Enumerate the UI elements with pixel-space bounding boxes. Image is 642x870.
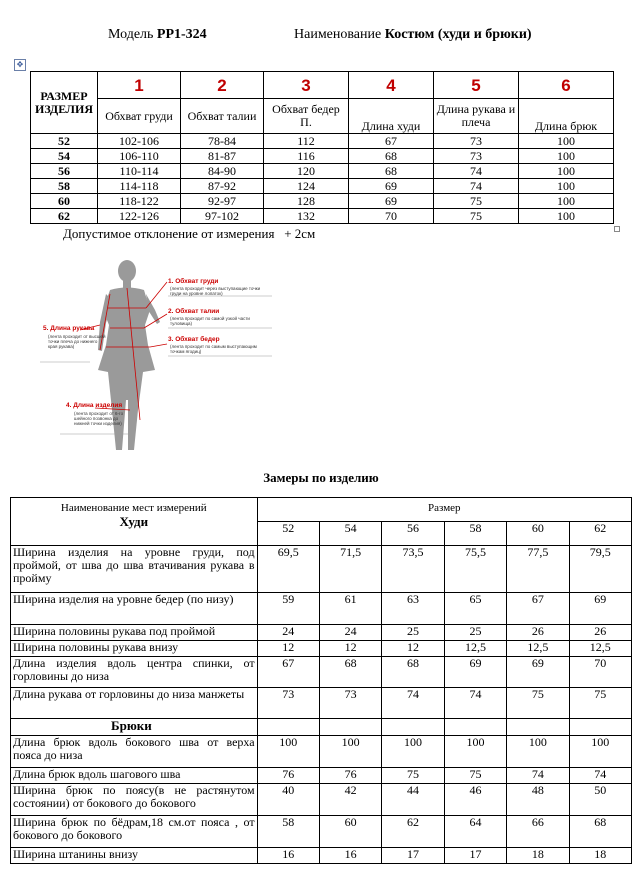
measurement-value: 77,5: [507, 546, 569, 593]
size-value-cell: 73: [434, 134, 519, 149]
col-number-1: 1: [98, 72, 181, 99]
size-row: [31, 164, 614, 179]
measurement-value: 12: [382, 641, 444, 657]
measurement-value: 12,5: [569, 641, 631, 657]
measurement-value: 100: [257, 736, 319, 768]
col-name-hips: Обхват бедер П.: [264, 99, 349, 134]
col-number-5: 5: [434, 72, 519, 99]
size-cell: 56: [31, 164, 98, 179]
measurement-value: 12: [319, 641, 381, 657]
figure-note-chest: (лента проходит через выступающие точки груди на уровне лопаток): [170, 286, 261, 296]
size-value-cell: 100: [519, 149, 614, 164]
measurement-label: Ширина штанины внизу: [11, 848, 258, 864]
size-value-cell: 116: [264, 149, 349, 164]
name-label: Наименование: [294, 27, 382, 42]
size-value-cell: 122-126: [98, 209, 181, 224]
figure-label-length: 4. Длина изделия: [66, 402, 123, 409]
measurement-value: 16: [257, 848, 319, 864]
measurement-value: 74: [507, 768, 569, 784]
figure-note-length: (лента проходит от 6-го шейного позвонка до нижней точки изделия): [74, 411, 124, 426]
measurement-value: 42: [319, 784, 381, 816]
size-row: [31, 149, 614, 164]
measurement-label: Ширина половины рукава внизу: [11, 641, 258, 657]
measurement-value: 12,5: [507, 641, 569, 657]
size-value-cell: 112: [264, 134, 349, 149]
size-cell: 60: [31, 194, 98, 209]
measurement-value: 26: [507, 625, 569, 641]
measurement-value: 75: [507, 688, 569, 719]
measurement-value: 74: [569, 768, 631, 784]
measurement-value: 12,5: [444, 641, 506, 657]
col-number-6: 6: [519, 72, 614, 99]
measurement-value: 16: [319, 848, 381, 864]
figure-label-waist: 2. Обхват талии: [168, 308, 220, 315]
model-label: Модель: [108, 27, 154, 42]
measurement-label: Ширина брюк по поясу(в не растянутом состоянии) от бокового до бокового: [11, 784, 258, 816]
measurement-value: 69,5: [257, 546, 319, 593]
measurement-value: 24: [319, 625, 381, 641]
measurement-row: [11, 784, 632, 816]
size-col-header: 56: [382, 522, 444, 546]
measurements-title: Замеры по изделию: [263, 470, 379, 485]
col-name-chest: Обхват груди: [98, 99, 181, 134]
size-col-header: 52: [257, 522, 319, 546]
measurement-value: 46: [444, 784, 506, 816]
measurement-value: 73: [319, 688, 381, 719]
measurement-value: 70: [569, 657, 631, 688]
col-name-waist: Обхват талии: [181, 99, 264, 134]
size-value-cell: 118-122: [98, 194, 181, 209]
measurement-value: 100: [507, 736, 569, 768]
measurement-value: 40: [257, 784, 319, 816]
measurement-label: Ширина половины рукава под проймой: [11, 625, 258, 641]
body-silhouette-illustration: [40, 250, 276, 458]
size-value-cell: 70: [349, 209, 434, 224]
table-move-handle-icon[interactable]: ✥: [14, 59, 26, 71]
size-value-cell: 128: [264, 194, 349, 209]
measurement-value: 24: [257, 625, 319, 641]
meas-head-cell: [11, 498, 258, 546]
measurement-value: 44: [382, 784, 444, 816]
measurement-value: 59: [257, 593, 319, 625]
measurement-value: 68: [382, 657, 444, 688]
measurement-value: 17: [444, 848, 506, 864]
size-col-header: 58: [444, 522, 506, 546]
size-cell: 54: [31, 149, 98, 164]
size-value-cell: 124: [264, 179, 349, 194]
product-name-line: [294, 27, 532, 43]
size-col-header: 60: [507, 522, 569, 546]
measurement-value: 62: [382, 816, 444, 848]
measurement-value: 48: [507, 784, 569, 816]
measurement-value: 25: [444, 625, 506, 641]
size-value-cell: 100: [519, 209, 614, 224]
col-number-4: 4: [349, 72, 434, 99]
measurement-value: 73: [257, 688, 319, 719]
measurement-row: [11, 768, 632, 784]
size-value-cell: 67: [349, 134, 434, 149]
measurements-table: [10, 497, 632, 864]
measurement-row: [11, 848, 632, 864]
measurement-label: Длина брюк вдоль бокового шва от верха пояса до низа: [11, 736, 258, 768]
size-value-cell: 68: [349, 164, 434, 179]
measurement-row: [11, 593, 632, 625]
size-value-cell: 73: [434, 149, 519, 164]
tolerance-value: + 2см: [284, 226, 316, 241]
measurement-value: 17: [382, 848, 444, 864]
measurement-figure: [40, 250, 276, 458]
model-value: РР1-324: [156, 27, 207, 42]
size-header: Размер: [257, 498, 631, 522]
measurement-value: 18: [507, 848, 569, 864]
measurement-value: 79,5: [569, 546, 631, 593]
size-row: [31, 209, 614, 224]
size-value-cell: 74: [434, 164, 519, 179]
measurement-value: 60: [319, 816, 381, 848]
measurement-value: 69: [569, 593, 631, 625]
figure-note-waist: (лента проходит по самой узкой части туловища): [170, 316, 250, 326]
measurement-row: [11, 657, 632, 688]
measurement-value: 76: [319, 768, 381, 784]
figure-note-hips: (лента проходит по самым выступающим точкам ягодиц): [170, 344, 257, 354]
measurement-value: 75: [382, 768, 444, 784]
measurement-value: 25: [382, 625, 444, 641]
size-value-cell: 87-92: [181, 179, 264, 194]
size-row: [31, 179, 614, 194]
figure-label-sleeve: 5. Длина рукава: [43, 325, 95, 332]
measurement-label: Длина изделия вдоль центра спинки, от горловины до низа: [11, 657, 258, 688]
section-pants-row: [11, 719, 632, 736]
size-value-cell: 100: [519, 164, 614, 179]
size-cell: 62: [31, 209, 98, 224]
tolerance-text: Допустимое отклонение от измерения: [63, 226, 275, 241]
size-value-cell: 92-97: [181, 194, 264, 209]
measurement-value: 58: [257, 816, 319, 848]
measurement-value: 100: [319, 736, 381, 768]
size-row: [31, 194, 614, 209]
name-value: Костюм (худи и брюки): [384, 27, 532, 42]
figure-label-chest: 1. Обхват груди: [168, 278, 219, 285]
measurement-value: 65: [444, 593, 506, 625]
size-value-cell: 68: [349, 149, 434, 164]
measurement-value: 69: [507, 657, 569, 688]
size-value-cell: 84-90: [181, 164, 264, 179]
measurement-row: [11, 688, 632, 719]
col-name-pants-length: Длина брюк: [519, 99, 614, 134]
tolerance-note: [63, 226, 315, 242]
measurement-value: 67: [257, 657, 319, 688]
measurement-label: Длина рукава от горловины до низа манжеты: [11, 688, 258, 719]
measurement-value: 64: [444, 816, 506, 848]
measurement-value: 50: [569, 784, 631, 816]
size-cell: 52: [31, 134, 98, 149]
size-value-cell: 102-106: [98, 134, 181, 149]
section-pants-title: Брюки: [11, 719, 258, 736]
size-row: [31, 134, 614, 149]
size-value-cell: 69: [349, 194, 434, 209]
size-value-cell: 97-102: [181, 209, 264, 224]
table-resize-handle[interactable]: [614, 226, 620, 232]
measurement-value: 100: [569, 736, 631, 768]
size-col-header: 54: [319, 522, 381, 546]
size-value-cell: 69: [349, 179, 434, 194]
size-value-cell: 114-118: [98, 179, 181, 194]
meas-head-label: Наименование мест измерений: [60, 502, 207, 514]
size-value-cell: 100: [519, 179, 614, 194]
measurement-value: 12: [257, 641, 319, 657]
size-value-cell: 75: [434, 194, 519, 209]
measurement-row: [11, 736, 632, 768]
measurement-value: 61: [319, 593, 381, 625]
size-col-header: 62: [569, 522, 631, 546]
measurement-value: 75: [569, 688, 631, 719]
size-value-cell: 100: [519, 134, 614, 149]
measurement-row: [11, 625, 632, 641]
size-value-cell: 100: [519, 194, 614, 209]
size-value-cell: 110-114: [98, 164, 181, 179]
measurement-value: 67: [507, 593, 569, 625]
measurement-row: [11, 641, 632, 657]
measurement-value: 68: [319, 657, 381, 688]
col-number-3: 3: [264, 72, 349, 99]
measurement-label: Ширина изделия на уровне груди, под проймой, от шва до шва втачивания рукава в пройму: [11, 546, 258, 593]
measurement-value: 74: [382, 688, 444, 719]
figure-note-sleeve: (лента проходит от высшей точки плеча до нижнего края рукава): [48, 334, 106, 349]
size-corner-label: РАЗМЕР ИЗДЕЛИЯ: [31, 72, 98, 134]
measurement-row: [11, 546, 632, 593]
size-value-cell: 81-87: [181, 149, 264, 164]
size-value-cell: 74: [434, 179, 519, 194]
size-value-cell: 75: [434, 209, 519, 224]
size-value-cell: 120: [264, 164, 349, 179]
measurement-value: 75,5: [444, 546, 506, 593]
measurement-label: Длина брюк вдоль шагового шва: [11, 768, 258, 784]
col-number-2: 2: [181, 72, 264, 99]
size-value-cell: 132: [264, 209, 349, 224]
size-table: [30, 71, 614, 224]
measurement-value: 100: [382, 736, 444, 768]
figure-label-hips: 3. Обхват бедер: [168, 336, 220, 343]
measurement-value: 100: [444, 736, 506, 768]
measurement-value: 66: [507, 816, 569, 848]
measurement-value: 74: [444, 688, 506, 719]
col-name-hoodie-length: Длина худи: [349, 99, 434, 134]
col-name-sleeve-length: Длина рукава и плеча: [434, 99, 519, 134]
measurement-label: Ширина брюк по бёдрам,18 см.от пояса , от бокового до бокового: [11, 816, 258, 848]
measurement-value: 63: [382, 593, 444, 625]
measurement-value: 26: [569, 625, 631, 641]
model-line: [108, 27, 207, 43]
section-hoodie-title: Худи: [119, 514, 149, 529]
measurement-value: 71,5: [319, 546, 381, 593]
measurement-value: 75: [444, 768, 506, 784]
measurement-value: 73,5: [382, 546, 444, 593]
measurement-value: 69: [444, 657, 506, 688]
measurement-row: [11, 816, 632, 848]
size-value-cell: 78-84: [181, 134, 264, 149]
size-value-cell: 106-110: [98, 149, 181, 164]
measurement-value: 76: [257, 768, 319, 784]
measurement-value: 18: [569, 848, 631, 864]
measurement-label: Ширина изделия на уровне бедер (по низу): [11, 593, 258, 625]
measurement-value: 68: [569, 816, 631, 848]
size-cell: 58: [31, 179, 98, 194]
